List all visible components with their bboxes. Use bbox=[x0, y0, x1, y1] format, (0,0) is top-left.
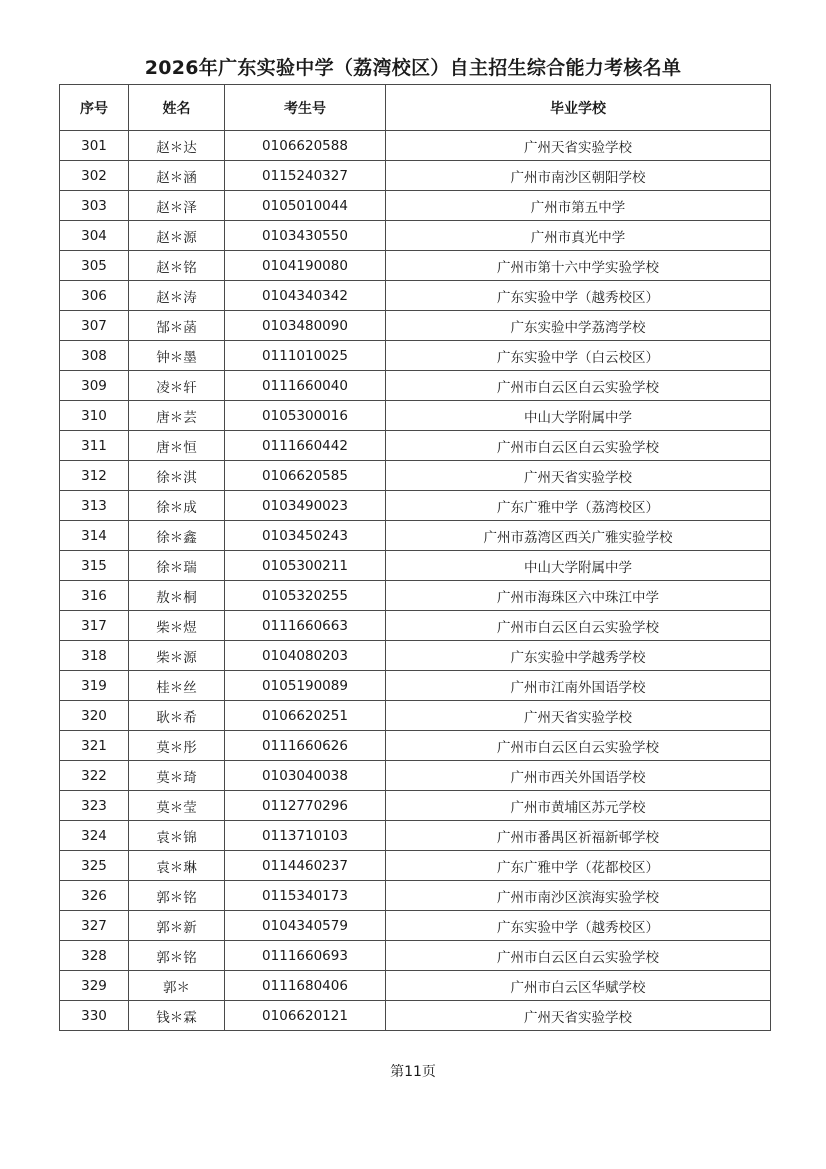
table-row bbox=[60, 401, 771, 431]
cell-name: 赵＊达 bbox=[129, 131, 225, 161]
cell-name: 柴＊源 bbox=[129, 641, 225, 671]
cell-serial-number: 316 bbox=[60, 581, 129, 611]
cell-candidate-number: 0111660442 bbox=[225, 431, 386, 461]
cell-graduation-school: 广东实验中学越秀学校 bbox=[386, 641, 771, 671]
cell-candidate-number: 0106620251 bbox=[225, 701, 386, 731]
cell-candidate-number: 0105010044 bbox=[225, 191, 386, 221]
header-graduation-school: 毕业学校 bbox=[386, 85, 771, 131]
cell-graduation-school: 广州天省实验学校 bbox=[386, 701, 771, 731]
cell-serial-number: 324 bbox=[60, 821, 129, 851]
cell-candidate-number: 0104190080 bbox=[225, 251, 386, 281]
cell-name: 钟＊墨 bbox=[129, 341, 225, 371]
table-row bbox=[60, 791, 771, 821]
cell-graduation-school: 广州市白云区白云实验学校 bbox=[386, 611, 771, 641]
header-serial-number: 序号 bbox=[60, 85, 129, 131]
cell-candidate-number: 0112770296 bbox=[225, 791, 386, 821]
table-row bbox=[60, 761, 771, 791]
cell-candidate-number: 0115340173 bbox=[225, 881, 386, 911]
cell-name: 袁＊锦 bbox=[129, 821, 225, 851]
cell-candidate-number: 0111660040 bbox=[225, 371, 386, 401]
table-row bbox=[60, 311, 771, 341]
cell-serial-number: 318 bbox=[60, 641, 129, 671]
cell-candidate-number: 0114460237 bbox=[225, 851, 386, 881]
cell-candidate-number: 0103450243 bbox=[225, 521, 386, 551]
cell-candidate-number: 0111680406 bbox=[225, 971, 386, 1001]
cell-candidate-number: 0105320255 bbox=[225, 581, 386, 611]
cell-graduation-school: 广州市黄埔区苏元学校 bbox=[386, 791, 771, 821]
cell-candidate-number: 0106620121 bbox=[225, 1001, 386, 1031]
cell-serial-number: 302 bbox=[60, 161, 129, 191]
cell-serial-number: 301 bbox=[60, 131, 129, 161]
cell-candidate-number: 0105300211 bbox=[225, 551, 386, 581]
cell-name: 赵＊涵 bbox=[129, 161, 225, 191]
cell-name: 赵＊泽 bbox=[129, 191, 225, 221]
cell-candidate-number: 0111660663 bbox=[225, 611, 386, 641]
table-row bbox=[60, 851, 771, 881]
table-header-row bbox=[60, 85, 771, 131]
cell-name: 徐＊鑫 bbox=[129, 521, 225, 551]
cell-serial-number: 323 bbox=[60, 791, 129, 821]
cell-name: 柴＊煜 bbox=[129, 611, 225, 641]
cell-graduation-school: 中山大学附属中学 bbox=[386, 551, 771, 581]
table-row bbox=[60, 251, 771, 281]
cell-serial-number: 326 bbox=[60, 881, 129, 911]
cell-name: 郭＊铭 bbox=[129, 941, 225, 971]
table-row bbox=[60, 491, 771, 521]
cell-candidate-number: 0104340579 bbox=[225, 911, 386, 941]
cell-graduation-school: 中山大学附属中学 bbox=[386, 401, 771, 431]
table-row bbox=[60, 641, 771, 671]
cell-candidate-number: 0105190089 bbox=[225, 671, 386, 701]
table-row bbox=[60, 911, 771, 941]
cell-serial-number: 317 bbox=[60, 611, 129, 641]
cell-name: 郜＊菡 bbox=[129, 311, 225, 341]
table-row bbox=[60, 341, 771, 371]
cell-serial-number: 311 bbox=[60, 431, 129, 461]
cell-name: 郭＊新 bbox=[129, 911, 225, 941]
table-row bbox=[60, 971, 771, 1001]
table-row bbox=[60, 581, 771, 611]
cell-serial-number: 305 bbox=[60, 251, 129, 281]
cell-serial-number: 303 bbox=[60, 191, 129, 221]
table-row bbox=[60, 551, 771, 581]
cell-graduation-school: 广州市白云区白云实验学校 bbox=[386, 431, 771, 461]
cell-graduation-school: 广州市海珠区六中珠江中学 bbox=[386, 581, 771, 611]
cell-candidate-number: 0111660693 bbox=[225, 941, 386, 971]
cell-graduation-school: 广州市白云区白云实验学校 bbox=[386, 371, 771, 401]
cell-name: 袁＊琳 bbox=[129, 851, 225, 881]
cell-candidate-number: 0113710103 bbox=[225, 821, 386, 851]
cell-serial-number: 319 bbox=[60, 671, 129, 701]
cell-name: 耿＊希 bbox=[129, 701, 225, 731]
cell-serial-number: 328 bbox=[60, 941, 129, 971]
cell-name: 赵＊源 bbox=[129, 221, 225, 251]
cell-name: 莫＊彤 bbox=[129, 731, 225, 761]
table-row bbox=[60, 461, 771, 491]
cell-candidate-number: 0111660626 bbox=[225, 731, 386, 761]
cell-candidate-number: 0104080203 bbox=[225, 641, 386, 671]
table-row bbox=[60, 1001, 771, 1031]
table-row bbox=[60, 731, 771, 761]
cell-name: 徐＊淇 bbox=[129, 461, 225, 491]
cell-name: 徐＊成 bbox=[129, 491, 225, 521]
table-row bbox=[60, 701, 771, 731]
table-row bbox=[60, 281, 771, 311]
cell-serial-number: 322 bbox=[60, 761, 129, 791]
cell-serial-number: 313 bbox=[60, 491, 129, 521]
cell-graduation-school: 广州市荔湾区西关广雅实验学校 bbox=[386, 521, 771, 551]
cell-serial-number: 325 bbox=[60, 851, 129, 881]
cell-graduation-school: 广州市白云区白云实验学校 bbox=[386, 941, 771, 971]
table-body bbox=[60, 131, 771, 1031]
cell-serial-number: 314 bbox=[60, 521, 129, 551]
cell-serial-number: 312 bbox=[60, 461, 129, 491]
cell-candidate-number: 0106620585 bbox=[225, 461, 386, 491]
cell-graduation-school: 广州市第十六中学实验学校 bbox=[386, 251, 771, 281]
header-name: 姓名 bbox=[129, 85, 225, 131]
cell-serial-number: 329 bbox=[60, 971, 129, 1001]
cell-name: 唐＊芸 bbox=[129, 401, 225, 431]
cell-graduation-school: 广州天省实验学校 bbox=[386, 131, 771, 161]
table-row bbox=[60, 881, 771, 911]
cell-name: 凌＊轩 bbox=[129, 371, 225, 401]
table-row bbox=[60, 191, 771, 221]
table-row bbox=[60, 941, 771, 971]
table-row bbox=[60, 611, 771, 641]
cell-name: 唐＊恒 bbox=[129, 431, 225, 461]
cell-candidate-number: 0111010025 bbox=[225, 341, 386, 371]
cell-graduation-school: 广东广雅中学（花都校区） bbox=[386, 851, 771, 881]
table-row bbox=[60, 161, 771, 191]
cell-graduation-school: 广东实验中学（白云校区） bbox=[386, 341, 771, 371]
table-row bbox=[60, 521, 771, 551]
cell-graduation-school: 广东广雅中学（荔湾校区） bbox=[386, 491, 771, 521]
cell-name: 莫＊琦 bbox=[129, 761, 225, 791]
admission-list-table bbox=[59, 84, 771, 1031]
cell-name: 赵＊铭 bbox=[129, 251, 225, 281]
cell-name: 钱＊霖 bbox=[129, 1001, 225, 1031]
cell-graduation-school: 广东实验中学（越秀校区） bbox=[386, 281, 771, 311]
cell-graduation-school: 广州市真光中学 bbox=[386, 221, 771, 251]
cell-serial-number: 304 bbox=[60, 221, 129, 251]
table-row bbox=[60, 371, 771, 401]
cell-serial-number: 307 bbox=[60, 311, 129, 341]
cell-candidate-number: 0103490023 bbox=[225, 491, 386, 521]
table-row bbox=[60, 821, 771, 851]
cell-graduation-school: 广东实验中学荔湾学校 bbox=[386, 311, 771, 341]
cell-name: 赵＊涛 bbox=[129, 281, 225, 311]
cell-graduation-school: 广州市江南外国语学校 bbox=[386, 671, 771, 701]
cell-serial-number: 327 bbox=[60, 911, 129, 941]
cell-candidate-number: 0106620588 bbox=[225, 131, 386, 161]
table-row bbox=[60, 671, 771, 701]
cell-serial-number: 330 bbox=[60, 1001, 129, 1031]
cell-name: 郭＊ bbox=[129, 971, 225, 1001]
cell-candidate-number: 0105300016 bbox=[225, 401, 386, 431]
cell-serial-number: 321 bbox=[60, 731, 129, 761]
cell-graduation-school: 广州市西关外国语学校 bbox=[386, 761, 771, 791]
cell-candidate-number: 0103040038 bbox=[225, 761, 386, 791]
cell-candidate-number: 0103480090 bbox=[225, 311, 386, 341]
cell-graduation-school: 广州市番禺区祈福新邨学校 bbox=[386, 821, 771, 851]
cell-name: 郭＊铭 bbox=[129, 881, 225, 911]
cell-candidate-number: 0103430550 bbox=[225, 221, 386, 251]
cell-serial-number: 315 bbox=[60, 551, 129, 581]
cell-graduation-school: 广州天省实验学校 bbox=[386, 1001, 771, 1031]
document-title: 2026年广东实验中学（荔湾校区）自主招生综合能力考核名单 bbox=[144, 57, 682, 79]
cell-name: 桂＊丝 bbox=[129, 671, 225, 701]
cell-graduation-school: 广东实验中学（越秀校区） bbox=[386, 911, 771, 941]
cell-graduation-school: 广州市白云区华赋学校 bbox=[386, 971, 771, 1001]
cell-graduation-school: 广州市白云区白云实验学校 bbox=[386, 731, 771, 761]
header-candidate-number: 考生号 bbox=[225, 85, 386, 131]
cell-graduation-school: 广州市南沙区朝阳学校 bbox=[386, 161, 771, 191]
cell-name: 莫＊莹 bbox=[129, 791, 225, 821]
cell-serial-number: 308 bbox=[60, 341, 129, 371]
cell-serial-number: 309 bbox=[60, 371, 129, 401]
table-row bbox=[60, 431, 771, 461]
cell-name: 徐＊瑞 bbox=[129, 551, 225, 581]
table-row bbox=[60, 221, 771, 251]
cell-graduation-school: 广州天省实验学校 bbox=[386, 461, 771, 491]
cell-graduation-school: 广州市第五中学 bbox=[386, 191, 771, 221]
cell-graduation-school: 广州市南沙区滨海实验学校 bbox=[386, 881, 771, 911]
cell-candidate-number: 0104340342 bbox=[225, 281, 386, 311]
cell-name: 敖＊桐 bbox=[129, 581, 225, 611]
cell-serial-number: 306 bbox=[60, 281, 129, 311]
page-number: 第11页 bbox=[390, 1064, 436, 1080]
table-row bbox=[60, 131, 771, 161]
cell-serial-number: 320 bbox=[60, 701, 129, 731]
cell-serial-number: 310 bbox=[60, 401, 129, 431]
cell-candidate-number: 0115240327 bbox=[225, 161, 386, 191]
